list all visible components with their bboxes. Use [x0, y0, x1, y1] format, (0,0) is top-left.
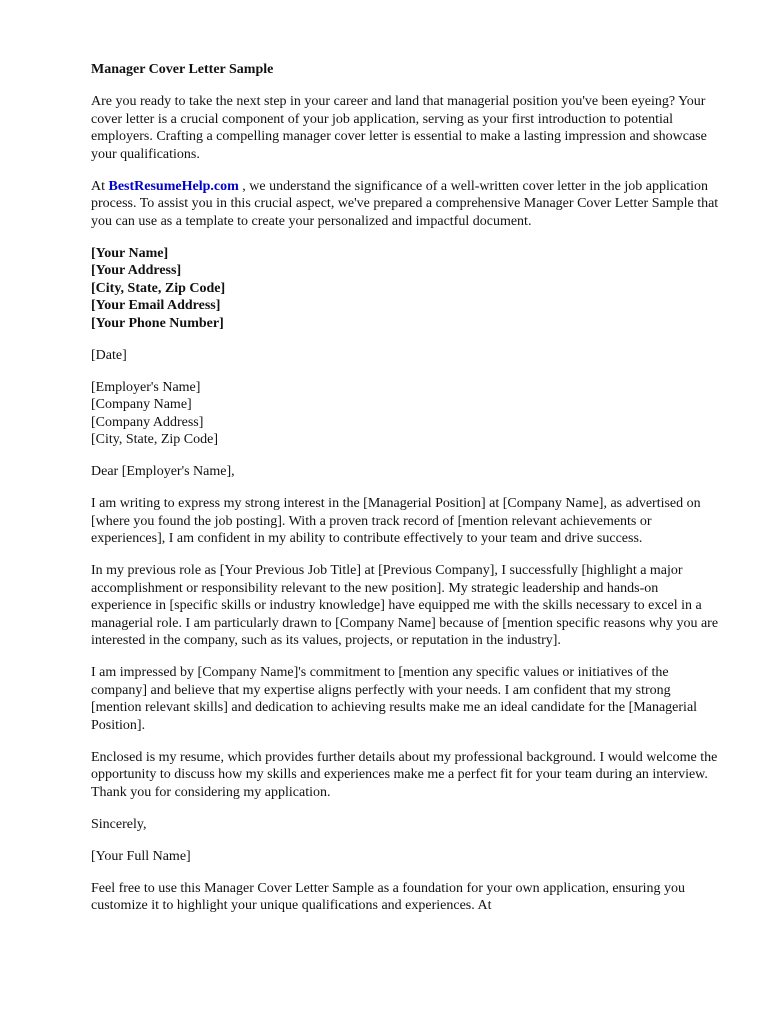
body-paragraph-2: In my previous role as [Your Previous Job Title] at [Previous Company], I successfully [highlight a major accomplishment or responsibility relevant to the new position]. My strategic leadership and hands-on experience in [specific skills or industry knowledge] have equipped me with the skills necessary to excel in a managerial role. I am particularly drawn to [Company Name] because of [mention specific reasons why you are interested in the company, such as its values, projects, or reputation in the industry].	[91, 563, 719, 648]
sender-phone-line: [Your Phone Number]	[91, 315, 224, 331]
sender-info-block	[91, 245, 721, 333]
body-paragraph-3: I am impressed by [Company Name]'s commitment to [mention any specific values or initiatives of the company] and believe that my expertise aligns perfectly with your needs. I am confident that my strong [mention relevant skills] and dedication to achieving results make me an ideal candidate for the [Managerial Position].	[91, 665, 698, 733]
date-line: [Date]	[91, 347, 127, 363]
sender-city-line: [City, State, Zip Code]	[91, 280, 226, 296]
intro-paragraph-1: Are you ready to take the next step in your career and land that managerial position you've been eyeing? Your cover letter is a crucial component of your job application, serving as your first introduction to potential employers. Crafting a compelling manager cover letter is essential to make a lasting impression and showcase your qualifications.	[91, 94, 707, 162]
intro-paragraph-2-prefix: At	[91, 178, 109, 194]
recipient-company-line: [Company Name]	[91, 397, 192, 412]
recipient-address-line: [Company Address]	[91, 414, 204, 430]
closing: Sincerely,	[91, 816, 147, 832]
signature-line: [Your Full Name]	[91, 848, 191, 864]
sender-address-line: [Your Address]	[91, 263, 182, 278]
intro-paragraph-2-suffix: , we understand the significance of a well-written cover letter in the job application process. To assist you in this crucial aspect, we've prepared a comprehensive Manager Cover Letter Sample that you can use as a template to create your personalized and impactful document.	[91, 178, 719, 229]
salutation: Dear [Employer's Name],	[91, 464, 235, 479]
footer-note: Feel free to use this Manager Cover Letter Sample as a foundation for your own application, ensuring you customize it to highlight your unique qualifications and experiences. At	[91, 880, 686, 913]
body-paragraph-4: Enclosed is my resume, which provides further details about my professional background. I would welcome the opportunity to discuss how my skills and experiences make me a perfect fit for your team during an interview. Thank you for considering my application.	[91, 749, 718, 800]
body-paragraph-1: I am writing to express my strong interest in the [Managerial Position] at [Company Name], as advertised on [where you found the job posting]. With a proven track record of [mention relevant achievements or experiences], I am confident in my ability to contribute effectively to your team and drive success.	[91, 496, 701, 546]
intro-paragraph-2	[91, 178, 721, 231]
sender-email-line: [Your Email Address]	[91, 298, 221, 313]
recipient-name-line: [Employer's Name]	[91, 379, 201, 395]
bestresumehelp-link[interactable]: BestResumeHelp.com	[108, 178, 239, 194]
sender-name-line: [Your Name]	[91, 245, 169, 261]
recipient-city-line: [City, State, Zip Code]	[91, 432, 219, 447]
recipient-info-block	[91, 379, 721, 449]
page-title: Manager Cover Letter Sample	[91, 62, 274, 77]
